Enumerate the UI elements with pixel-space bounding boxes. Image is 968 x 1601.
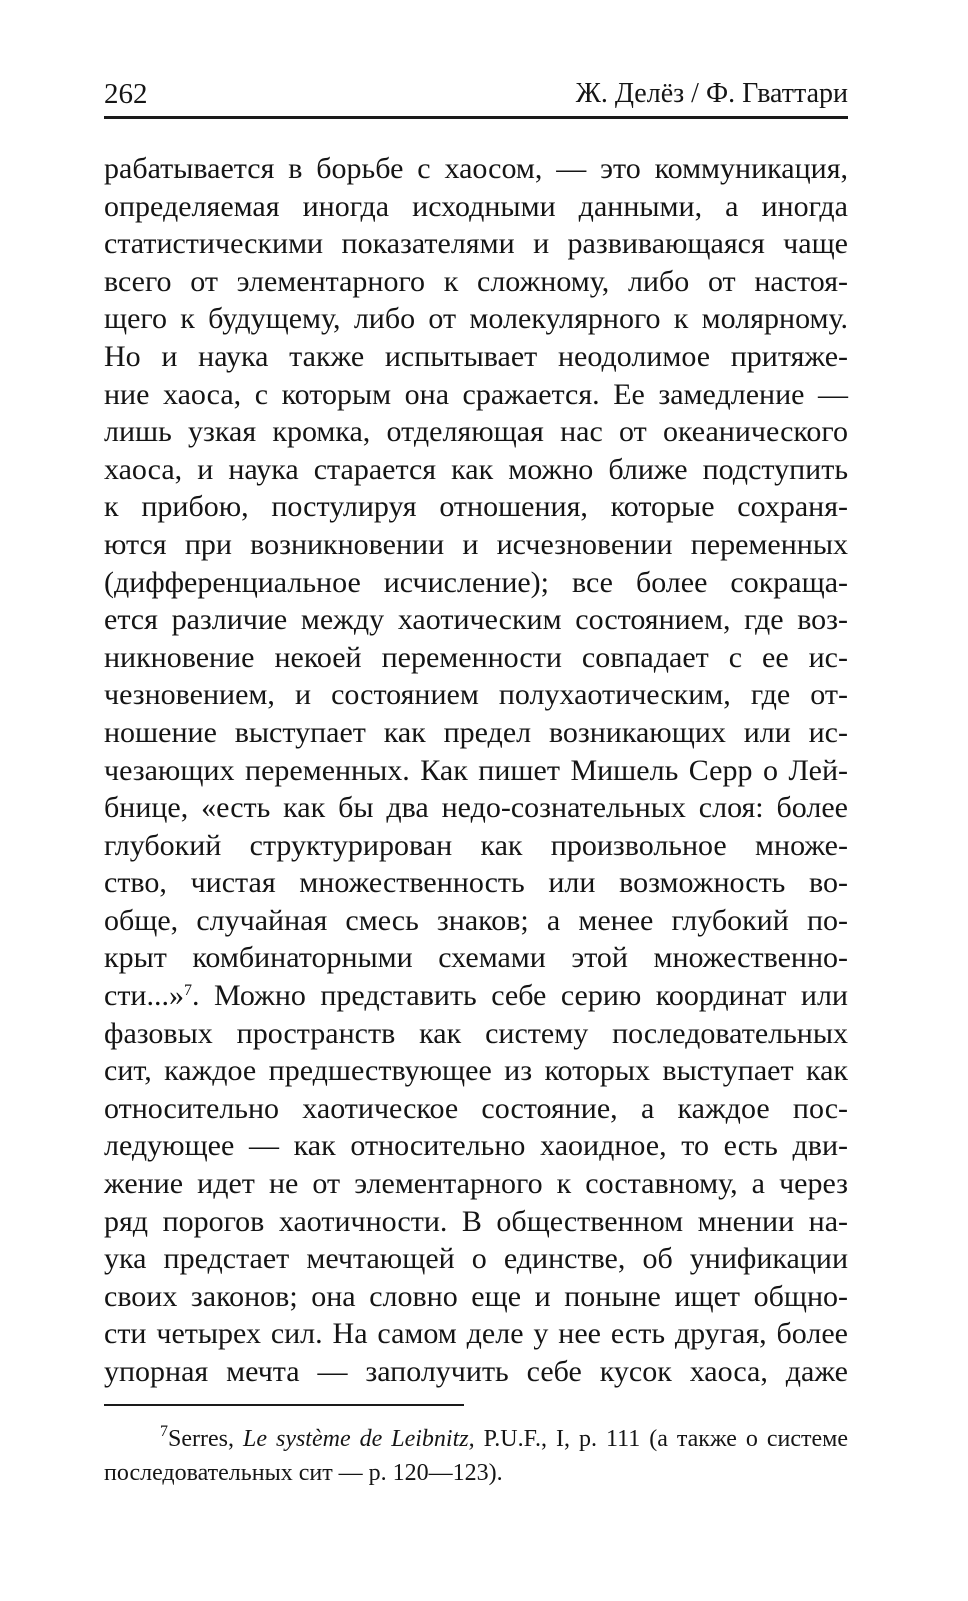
- footnote-author: Serres,: [168, 1426, 243, 1452]
- text-line: глубокий структурирован как произвольное множе-: [104, 828, 848, 862]
- text-line: (дифференциальное исчисление); все более сокраща-: [104, 565, 848, 599]
- footnote-marker: 7: [160, 1423, 168, 1440]
- text-line: лишь узкая кромка, отделяющая нас от океанического: [104, 415, 848, 449]
- text-line: чезновением, и состоянием полухаотическим, где от-: [104, 678, 848, 712]
- text-line: рабатывается в борьбе с хаосом, — это коммуникация,: [104, 152, 848, 185]
- footnote-book-title: Le système de Leibnitz,: [242, 1426, 475, 1452]
- text-line: ледующее — как относительно хаоидное, то есть дви-: [104, 1129, 848, 1163]
- text-line: жение идет не от элементарного к составному, а через: [104, 1167, 848, 1201]
- footnote-line: [104, 1422, 848, 1456]
- text-line: упорная мечта — заполучить себе кусок хаоса, даже: [104, 1355, 848, 1388]
- text-line: чезающих переменных. Как пишет Мишель Серр о Лей-: [104, 753, 848, 787]
- page-header: [104, 70, 848, 119]
- text-line: никновение некоей переменности совпадает с ее ис-: [104, 640, 848, 674]
- text-line: Но и наука также испытывает неодолимое притяже-: [104, 339, 848, 373]
- text-line: ство, чистая множественность или возможность во-: [104, 866, 848, 900]
- text-line: статистическими показателями и развивающаяся чаще: [104, 227, 848, 261]
- text-line: крыт комбинаторными схемами этой множественно-: [104, 941, 848, 975]
- footnote: [104, 1422, 848, 1490]
- footnote-separator: [104, 1404, 464, 1406]
- text-line: щего к будущему, либо от молекулярного к молярному.: [104, 302, 848, 336]
- text-line-with-footnote-ref: [104, 977, 848, 1015]
- text-fragment: . Можно представить себе серию координат или: [191, 979, 848, 1013]
- text-line: сти четырех сил. На самом деле у нее есть другая, более: [104, 1317, 848, 1351]
- page-number: 262: [104, 78, 148, 110]
- footnote-reference[interactable]: 7: [183, 982, 192, 1000]
- text-line: ука предстает мечтающей о единстве, об унификации: [104, 1242, 848, 1276]
- text-line: ние хаоса, с которым она сражается. Ее замедление —: [104, 377, 848, 411]
- main-text: [104, 150, 848, 1391]
- footnote-line: последовательных сит — р. 120—123).: [104, 1460, 503, 1486]
- text-line: относительно хаотическое состояние, а каждое пос-: [104, 1091, 848, 1125]
- text-line: хаоса, и наука старается как можно ближе подступить: [104, 452, 848, 486]
- text-line: всего от элементарного к сложному, либо от настоя-: [104, 264, 848, 298]
- text-fragment: сти...»: [104, 979, 184, 1013]
- running-head: Ж. Делёз / Ф. Гваттари: [575, 78, 848, 109]
- text-line: бнице, «есть как бы два недо-сознательных слоя: более: [104, 791, 848, 825]
- text-line: определяемая иногда исходными данными, а иногда: [104, 189, 848, 223]
- text-line: фазовых пространств как систему последовательных: [104, 1016, 848, 1050]
- text-line: ется различие между хаотическим состоянием, где воз-: [104, 603, 848, 637]
- text-line: своих законов; она словно еще и поныне ищет общно-: [104, 1279, 848, 1313]
- text-line: ются при возникновении и исчезновении переменных: [104, 527, 848, 561]
- text-line: к прибою, постулируя отношения, которые сохраня-: [104, 490, 848, 524]
- text-line: ношение выступает как предел возникающих или ис-: [104, 715, 848, 749]
- text-line: обще, случайная смесь знаков; а менее глубокий по-: [104, 903, 848, 937]
- text-line: ряд порогов хаотичности. В общественном мнении на-: [104, 1204, 848, 1238]
- text-line: сит, каждое предшествующее из которых выступает как: [104, 1054, 848, 1088]
- footnote-citation: P.U.F., I, p. 111 (а также о системе: [474, 1426, 848, 1452]
